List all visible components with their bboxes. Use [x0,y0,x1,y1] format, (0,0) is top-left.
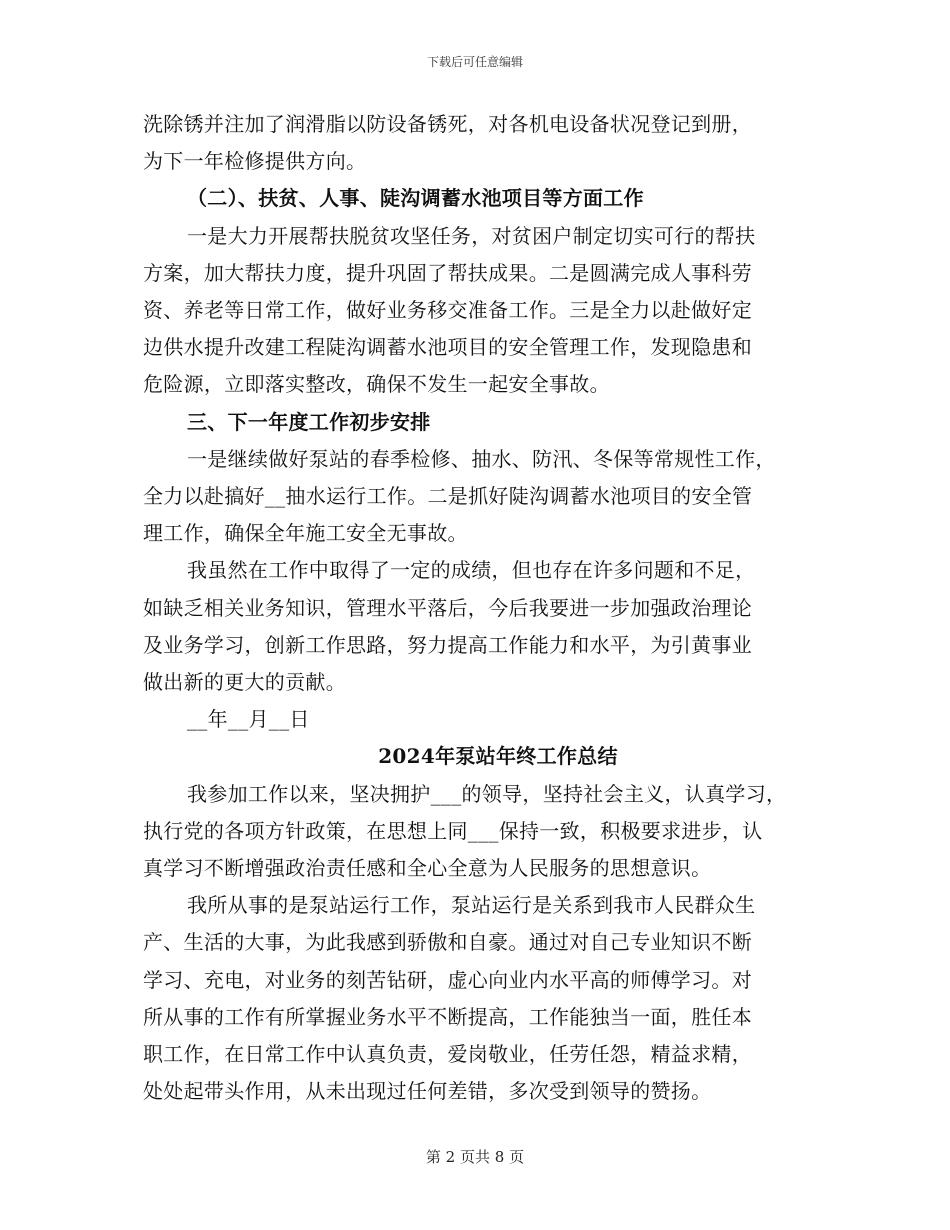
date-line: __年__月__日 [187,707,310,732]
document-title: 2024年泵站年终工作总结 [378,744,618,769]
body-line: 执行党的各项方针政策，在思想上同___保持一致，积极要求进步，认 [143,818,763,843]
page-header: 下载后可任意编辑 [426,55,523,69]
body-line: 学习、充电，对业务的刻苦钻研，虚心向业内水平高的师傅学习。对 [143,967,752,992]
document-body [143,106,813,1110]
body-line: 我参加工作以来，坚决拥护___的领导，坚持社会主义，认真学习， [187,781,787,806]
body-line: 职工作，在日常工作中认真负责，爱岗敬业，任劳任怨，精益求精， [143,1042,752,1067]
body-line: 我所从事的是泵站运行工作，泵站运行是关系到我市人民群众生 [187,893,756,918]
body-line: 边供水提升改建工程陡沟调蓄水池项目的安全管理工作，发现隐患和 [143,335,752,360]
body-line: 我虽然在工作中取得了一定的成绩，但也存在许多问题和不足， [187,558,756,583]
page-footer: 第 2 页共 8 页 [425,1148,525,1166]
body-line: 理工作，确保全年施工安全无事故。 [143,521,468,546]
body-line: 方案，加大帮扶力度，提升巩固了帮扶成果。二是圆满完成人事科劳 [143,260,752,285]
body-line: 处处起带头作用，从未出现过任何差错，多次受到领导的赞扬。 [143,1079,712,1104]
body-line: 所从事的工作有所掌握业务水平不断提高，工作能独当一面，胜任本 [143,1004,752,1029]
body-line: 危险源，立即落实整改，确保不发生一起安全事故。 [143,372,610,397]
body-line: 及业务学习，创新工作思路，努力提高工作能力和水平，为引黄事业 [143,632,752,657]
body-line: 全力以赴搞好__抽水运行工作。二是抓好陡沟调蓄水池项目的安全管 [143,484,753,509]
body-line: 资、养老等日常工作，做好业务移交准备工作。三是全力以赴做好定 [143,298,752,323]
body-line: 做出新的更大的贡献。 [143,670,346,695]
body-line: 一是大力开展帮扶脱贫攻坚任务，对贫困户制定切实可行的帮扶 [187,223,756,248]
section-heading: 三、下一年度工作初步安排 [187,409,431,434]
body-line: 产、生活的大事，为此我感到骄傲和自豪。通过对自己专业知识不断 [143,930,752,955]
body-line: 真学习不断增强政治责任感和全心全意为人民服务的思想意识。 [143,856,712,881]
body-line: 为下一年检修提供方向。 [143,149,367,174]
body-line: 如缺乏相关业务知识，管理水平落后，今后我要进一步加强政治理论 [143,595,752,620]
body-line: 洗除锈并注加了润滑脂以防设备锈死，对各机电设备状况登记到册， [143,112,752,136]
section-heading: （二）、扶贫、人事、陡沟调蓄水池项目等方面工作 [187,186,644,211]
body-line: 一是继续做好泵站的春季检修、抽水、防汛、冬保等常规性工作， [187,446,776,471]
